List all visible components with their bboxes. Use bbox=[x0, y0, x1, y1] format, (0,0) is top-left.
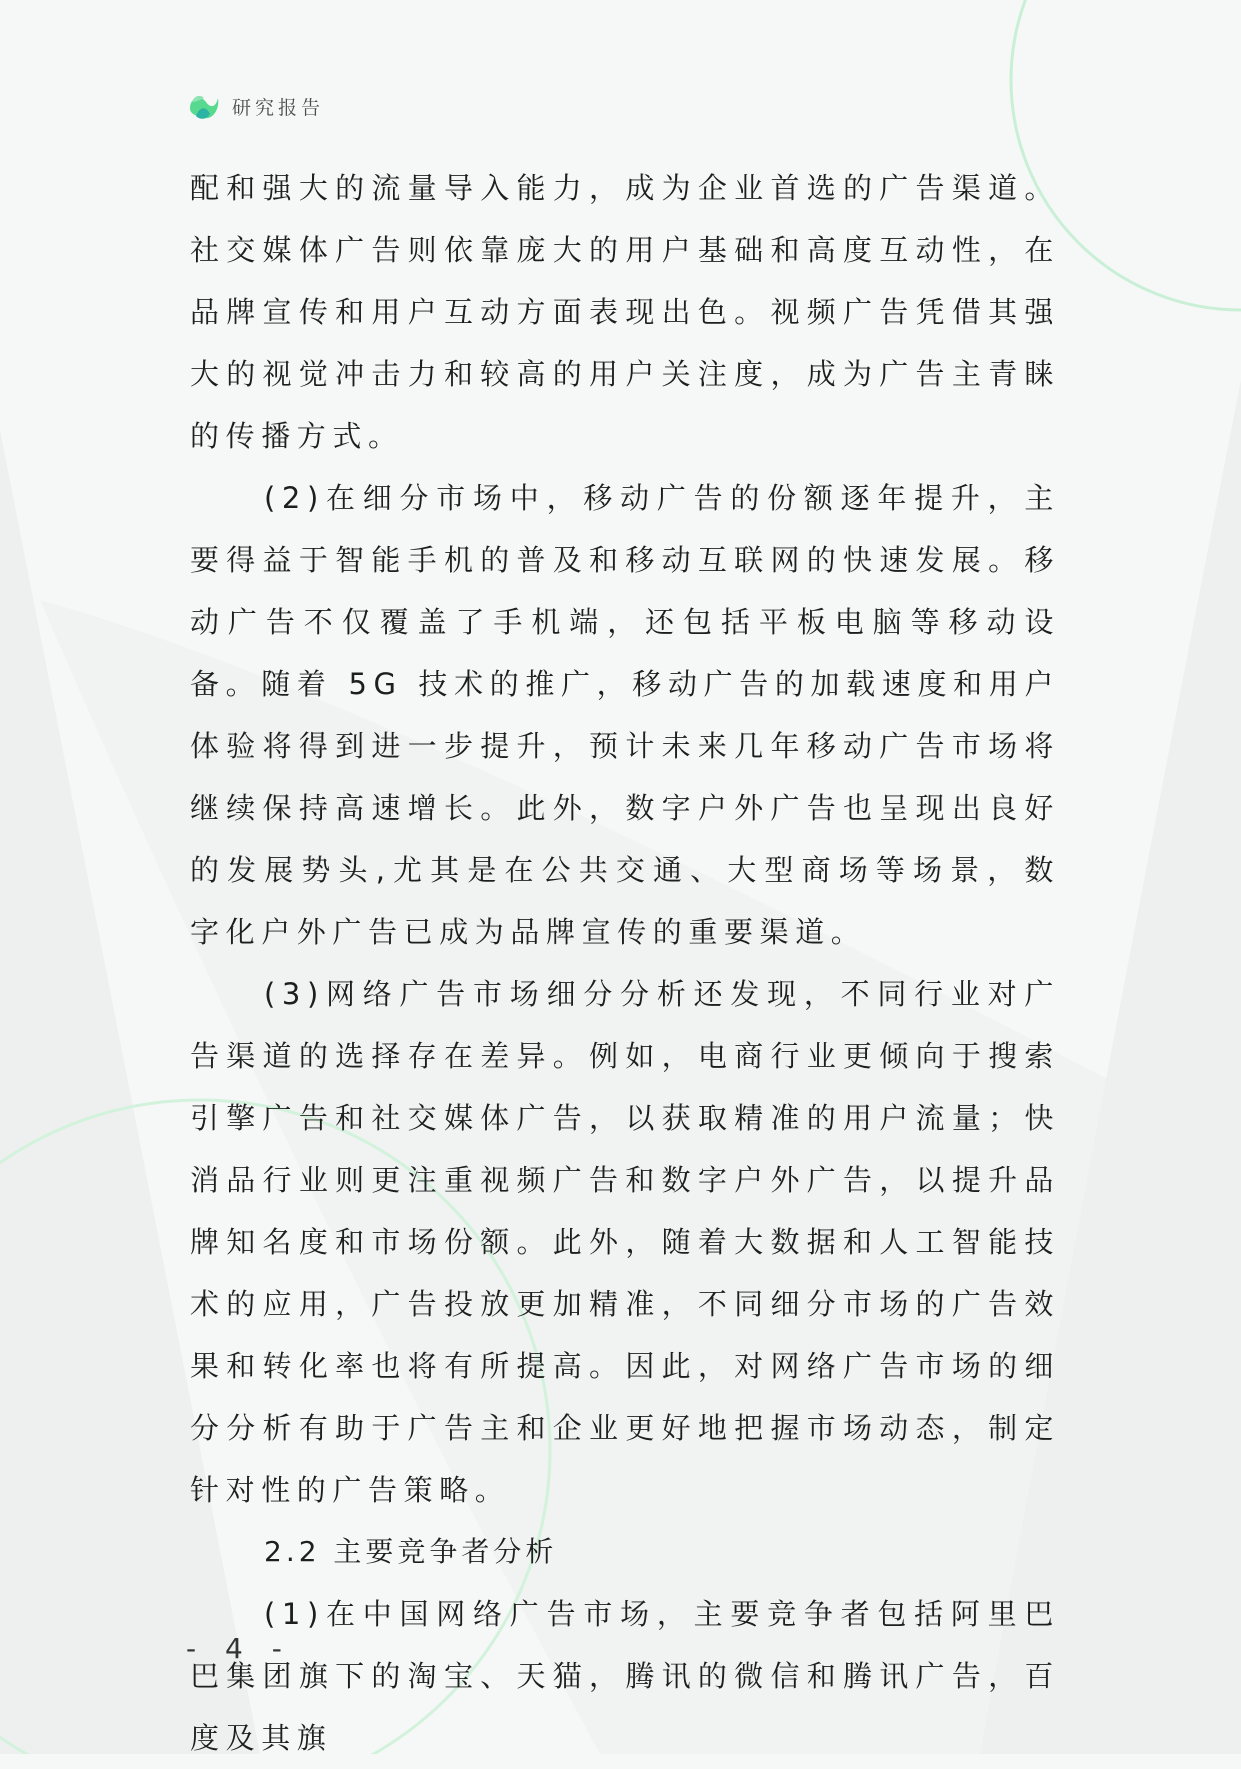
report-header bbox=[186, 88, 324, 124]
paragraph-3: (3)网络广告市场细分分析还发现，不同行业对广告渠道的选择存在差异。例如，电商行业更倾向于搜索引擎广告和社交媒体广告，以获取精准的用户流量；快消品行业则更注重视频广告和数字户外广告，以提升品牌知名度和市场份额。此外，随着大数据和人工智能技术的应用，广告投放更加精准，不同细分市场的广告效果和转化率也将有所提高。因此，对网络广告市场的细分分析有助于广告主和企业更好地把握市场动态，制定针对性的广告策略。 bbox=[190, 977, 1060, 1507]
paragraph-4: (1)在中国网络广告市场，主要竞争者包括阿里巴巴集团旗下的淘宝、天猫，腾讯的微信和腾讯广告，百度及其旗 bbox=[190, 1597, 1060, 1755]
document-body bbox=[190, 157, 1060, 1769]
header-title: 研究报告 bbox=[232, 96, 325, 119]
leaf-logo-icon bbox=[186, 88, 222, 124]
paragraph-2: (2)在细分市场中，移动广告的份额逐年提升，主要得益于智能手机的普及和移动互联网的快速发展。移动广告不仅覆盖了手机端，还包括平板电脑等移动设备。随着 5G 技术的推广，移动广告的加载速度和用户体验将得到进一步提升，预计未来几年移动广告市场将继续保持高速增长。此外，数字户外广告也呈现出良好的发展势头,尤其是在公共交通、大型商场等场景，数字化户外广告已成为品牌宣传的重要渠道。 bbox=[190, 481, 1060, 949]
page-number: - 4 - bbox=[186, 1632, 292, 1665]
section-heading: 2.2 主要竞争者分析 bbox=[264, 1535, 558, 1568]
paragraph-1: 配和强大的流量导入能力，成为企业首选的广告渠道。社交媒体广告则依靠庞大的用户基础和高度互动性，在品牌宣传和用户互动方面表现出色。视频广告凭借其强大的视觉冲击力和较高的用户关注度，成为广告主青睐的传播方式。 bbox=[190, 171, 1060, 453]
